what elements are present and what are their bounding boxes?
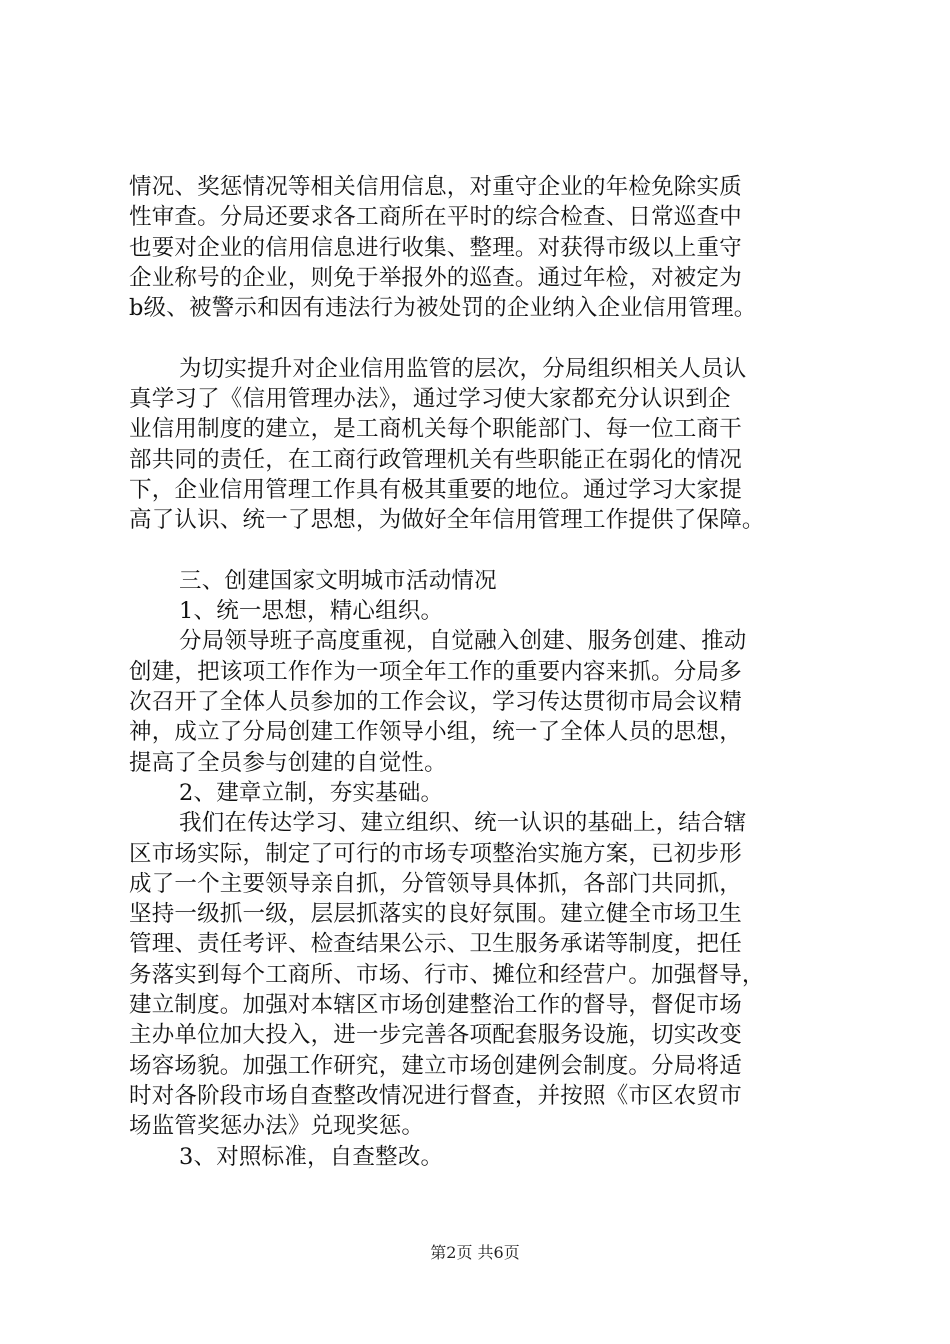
text-line: 业信用制度的建立，是工商机关每个职能部门、每一位工商干: [129, 416, 742, 443]
text-line: b级、被警示和因有违法行为被处罚的企业纳入企业信用管理。: [129, 295, 757, 322]
text-line: 时对各阶段市场自查整改情况进行督查，并按照《市区农贸市: [129, 1082, 742, 1109]
text-line: 区市场实际，制定了可行的市场专项整治实施方案，已初步形: [129, 840, 742, 867]
text-line: 成了一个主要领导亲自抓，分管领导具体抓，各部门共同抓，: [129, 870, 742, 897]
subsection-heading: 2、建章立制，夯实基础。: [179, 779, 444, 806]
paragraph-gap: [129, 536, 849, 566]
text-line: 场监管奖惩办法》兑现奖惩。: [129, 1113, 425, 1140]
text-line: 高了认识、统一了思想，为做好全年信用管理工作提供了保障。: [129, 507, 765, 534]
text-line: 下，企业信用管理工作具有极其重要的地位。通过学习大家提: [129, 476, 742, 503]
text-line: 部共同的责任，在工商行政管理机关有些职能正在弱化的情况: [129, 446, 742, 473]
paragraph-gap: [129, 323, 849, 353]
text-line: 性审查。分局还要求各工商所在平时的综合检查、日常巡查中: [129, 204, 742, 231]
text-line: 场容场貌。加强工作研究，建立市场创建例会制度。分局将适: [129, 1052, 742, 1079]
text-line: 神，成立了分局创建工作领导小组，统一了全体人员的思想，: [129, 719, 742, 746]
text-line: 也要对企业的信用信息进行收集、整理。对获得市级以上重守: [129, 234, 742, 261]
text-line: 坚持一级抓一级，层层抓落实的良好氛围。建立健全市场卫生: [129, 901, 742, 928]
text-line: 真学习了《信用管理办法》，通过学习使大家都充分认识到企: [129, 386, 731, 413]
text-line: 主办单位加大投入，进一步完善各项配套服务设施，切实改变: [129, 1022, 742, 1049]
text-line: 建立制度。加强对本辖区市场创建整治工作的督导，督促市场: [129, 992, 742, 1019]
paragraph-credit-info: [129, 172, 849, 323]
text-line: 次召开了全体人员参加的工作会议，学习传达贯彻市局会议精: [129, 689, 742, 716]
text-line: 情况、奖惩情况等相关信用信息，对重守企业的年检免除实质: [129, 174, 742, 200]
text-line: 为切实提升对企业信用监管的层次，分局组织相关人员认: [179, 355, 747, 382]
paragraph-credit-study: [129, 354, 849, 536]
text-line: 管理、责任考评、检查结果公示、卫生服务承诺等制度，把任: [129, 931, 742, 958]
subsection-heading: 3、对照标准，自查整改。: [179, 1143, 444, 1170]
text-line: 我们在传达学习、建立组织、统一认识的基础上，结合辖: [179, 810, 747, 837]
text-line: 创建，把该项工作作为一项全年工作的重要内容来抓。分局多: [129, 658, 742, 685]
subsection-heading: 1、统一思想，精心组织。: [179, 598, 444, 625]
text-line: 务落实到每个工商所、市场、行市、摊位和经营户。加强督导，: [129, 961, 765, 988]
document-body: [129, 172, 849, 1172]
text-line: 分局领导班子高度重视，自觉融入创建、服务创建、推动: [179, 628, 747, 655]
text-line: 提高了全员参与创建的自觉性。: [129, 749, 447, 776]
section-civilized-city: [129, 566, 849, 1172]
section-heading: 三、创建国家文明城市活动情况: [179, 567, 497, 594]
page-number-footer: 第2页 共6页: [430, 1243, 520, 1262]
text-line: 企业称号的企业，则免于举报外的巡查。通过年检，对被定为: [129, 264, 742, 291]
